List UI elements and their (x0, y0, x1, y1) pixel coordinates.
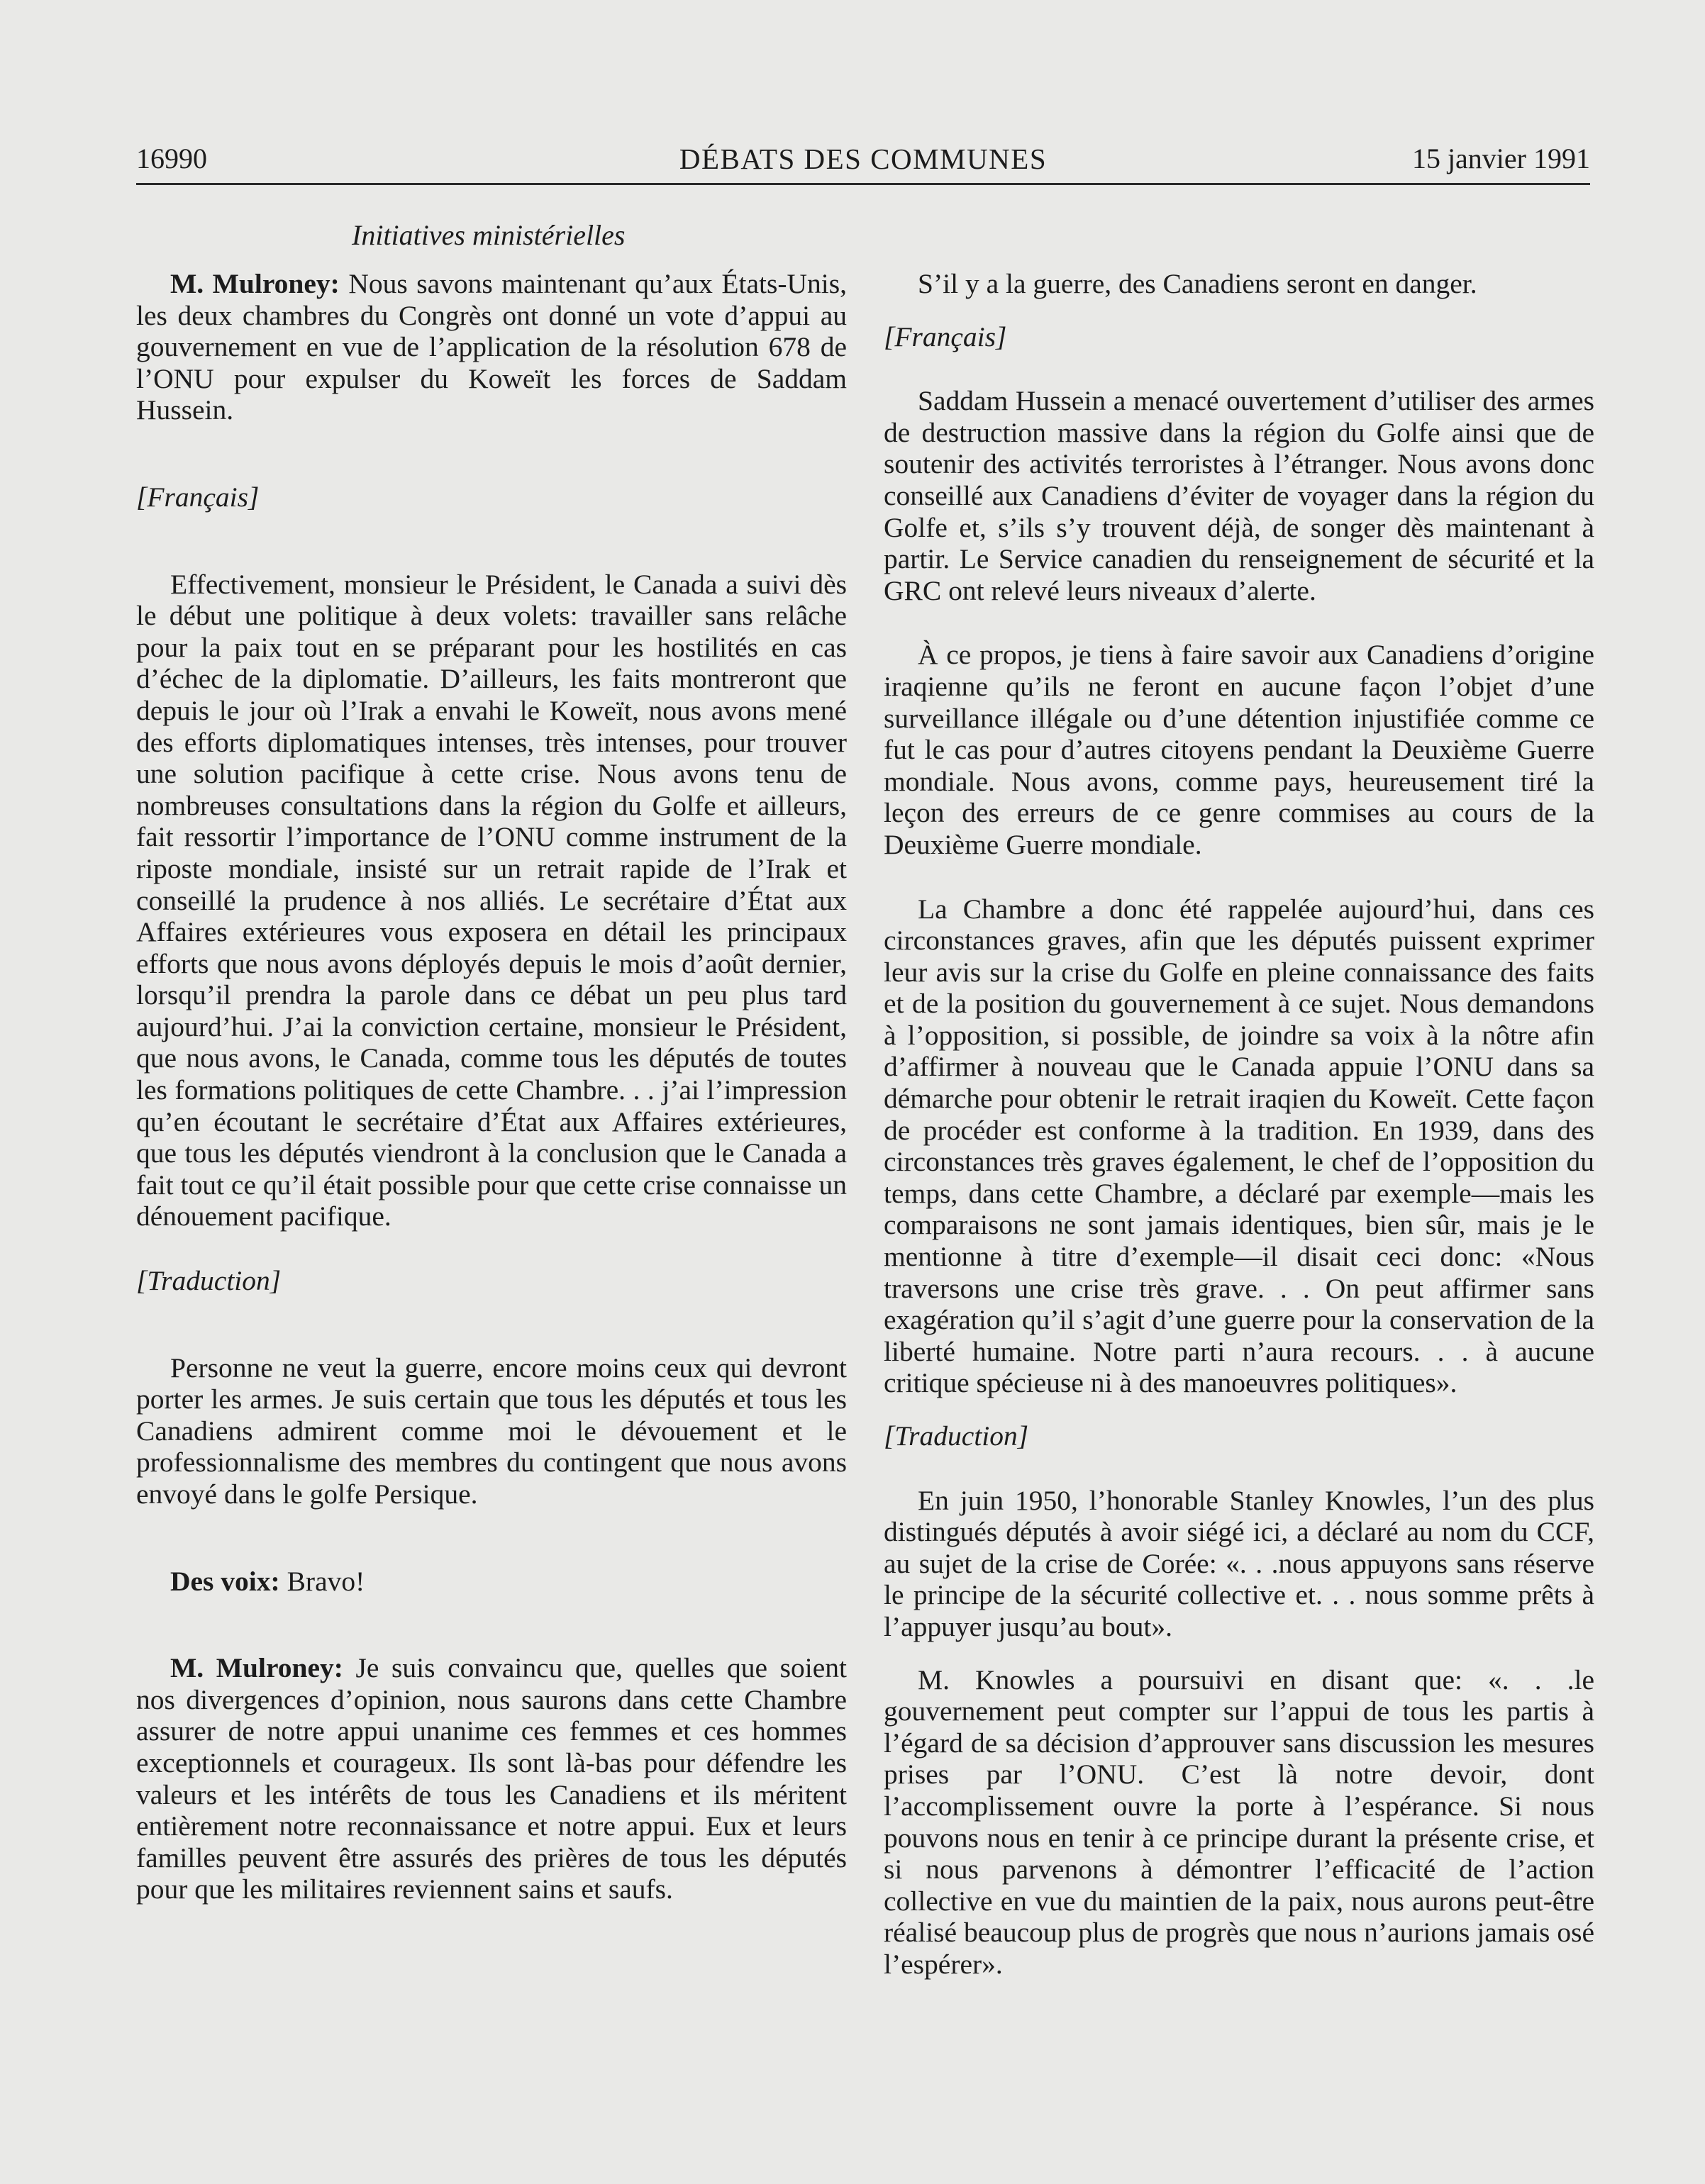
speech-text: Je suis convaincu que, quelles que soient nos divergences d’opinion, nous saurons dans cette Chambre assurer de notre appui unanime ces femmes et ces hommes exceptionnels et courageux. Ils sont là-bas pour défendre les valeurs et les intérêts de tous les Canadiens et ils méritent entièrement notre reconnaissance et notre appui. Eux et leurs familles peuvent être assurés des prières de tous les députés pour que les militaires reviennent sains et saufs. (136, 1652, 847, 1905)
language-label-traduction: [Traduction] (136, 1265, 282, 1297)
page-header (136, 139, 1590, 185)
language-label-francais: [Français] (884, 321, 1007, 352)
paragraph: À ce propos, je tiens à faire savoir aux Canadiens d’origine iraqienne qu’ils ne feront en aucune façon l’objet d’une surveillance illégale ou d’une détention injustifiée comme ce fut le cas pour d’autres citoyens pendant la Deuxième Guerre mondiale. Nous avons, comme pays, heureusement tiré la leçon des erreurs de ce genre commises au cours de la Deuxième Guerre mondiale. (884, 639, 1594, 860)
paragraph: M. Knowles a poursuivi en disant que: «. . .le gouvernement peut compter sur l’appui de tous les partis à l’égard de sa décision d’approuver sans discussion les mesures prises par l’ONU. C’est là notre devoir, dont l’accomplissement ouvre la porte à l’espérance. Si nous pouvons nous en tenir à ce principe durant la présente crise, et si nous parvenons à démontrer l’efficacité de l’action collective en vue du maintien de la paix, nous aurons peut-être réalisé beaucoup plus de progrès que nous n’aurions jamais osé l’espérer». (884, 1664, 1594, 1980)
language-label-traduction: [Traduction] (884, 1420, 1029, 1452)
paragraph: Saddam Hussein a menacé ouvertement d’utiliser des armes de destruction massive dans la région du Golfe ainsi que de soutenir des activités terroristes à l’étranger. Nous avons donc conseillé aux Canadiens d’éviter de voyager dans la région du Golfe et, s’ils s’y trouvent déjà, de songer dès maintenant à partir. Le Service canadien du renseignement de sécurité et la GRC ont relevé leurs niveaux d’alerte. (884, 385, 1594, 606)
paragraph: En juin 1950, l’honorable Stanley Knowles, l’un des plus distingués députés à avoir siégé ici, a déclaré au nom du CCF, au sujet de la crise de Corée: «. . .nous appuyons sans réserve le principe de la sécurité collective et. . . nous somme prêts à l’appuyer jusqu’au bout». (884, 1484, 1594, 1642)
publication-date: 15 janvier 1991 (1411, 143, 1590, 174)
language-label-francais: [Français] (136, 481, 260, 513)
right-column (884, 268, 1594, 1980)
page-number: 16990 (136, 143, 207, 174)
paragraph: La Chambre a donc été rappelée aujourd’hui, dans ces circonstances graves, afin que les députés puissent exprimer leur avis sur la crise du Golfe en pleine connaissance des faits et de la position du gouvernement à ce sujet. Nous demandons à l’opposition, si possible, de joindre sa voix à la nôtre afin d’affirmer à nouveau que le Canada appuie l’ONU dans sa démarche pour obtenir le retrait iraqien du Koweït. Cette façon de procéder est conforme à la tradition. En 1939, dans des circonstances très graves également, le chef de l’opposition du temps, dans cette Chambre, a déclaré par exemple—mais les comparaisons ne sont jamais identiques, bien sûr, mais je le mentionne à titre d’exemple—il disait ceci donc: «Nous traversons une crise très grave. . . On peut affirmer sans exagération qu’il s’agit d’une guerre pour la conservation de la liberté humaine. Notre parti n’aura recours. . . à aucune critique spécieuse ni à des manoeuvres politiques». (884, 893, 1594, 1399)
speech-text: Bravo! (279, 1565, 365, 1597)
paragraph: S’il y a la guerre, des Canadiens seront en danger. (918, 268, 1477, 299)
paragraph (136, 1566, 847, 1598)
paragraph: Personne ne veut la guerre, encore moins ceux qui devront porter les armes. Je suis certain que tous les députés et tous les Canadiens admirent comme moi le dévouement et le professionnalisme des membres du contingent que nous avons envoyé dans le golfe Persique. (136, 1352, 847, 1510)
speaker-name: M. Mulroney: (170, 268, 340, 299)
speech-text: Nous savons maintenant qu’aux États-Unis, les deux chambres du Congrès ont donné un vote d’appui au gouvernement en vue de l’application de la résolution 678 de l’ONU pour expulser du Koweït les forces de Saddam Hussein. (136, 268, 847, 426)
paragraph: Effectivement, monsieur le Président, le Canada a suivi dès le début une politique à deux volets: travailler sans relâche pour la paix tout en se préparant pour les hostilités en cas d’échec de la diplomatie. D’ailleurs, les faits montreront que depuis le jour où l’Irak a envahi le Koweït, nous avons mené des efforts diplomatiques intenses, très intenses, pour trouver une solution pacifique à cette crise. Nous avons tenu de nombreuses consultations dans la région du Golfe et ailleurs, fait ressortir l’importance de l’ONU comme instrument de la riposte mondiale, insisté sur un retrait rapide de l’Irak et conseillé la prudence à nos alliés. Le secrétaire d’État aux Affaires extérieures vous exposera en détail les principaux efforts que nous avons déployés depuis le mois d’août dernier, lorsqu’il prendra la parole dans ce débat un peu plus tard aujourd’hui. J’ai la conviction certaine, monsieur le Président, que nous avons, le Canada, comme tous les députés de toutes les formations politiques de cette Chambre. . . j’ai l’impression qu’en écoutant le secrétaire d’État aux Affaires extérieures, que tous les députés viendront à la conclusion que le Canada a fait tout ce qu’il était possible pour que cette crise connaisse un dénouement pacifique. (136, 568, 847, 1232)
publication-title: DÉBATS DES COMMUNES (679, 143, 1048, 175)
left-column (136, 268, 847, 1905)
paragraph (136, 1652, 847, 1905)
speaker-name: Des voix: (170, 1565, 280, 1597)
section-title: Initiatives ministérielles (352, 219, 626, 251)
speaker-name: M. Mulroney: (170, 1652, 343, 1684)
paragraph (136, 268, 847, 426)
